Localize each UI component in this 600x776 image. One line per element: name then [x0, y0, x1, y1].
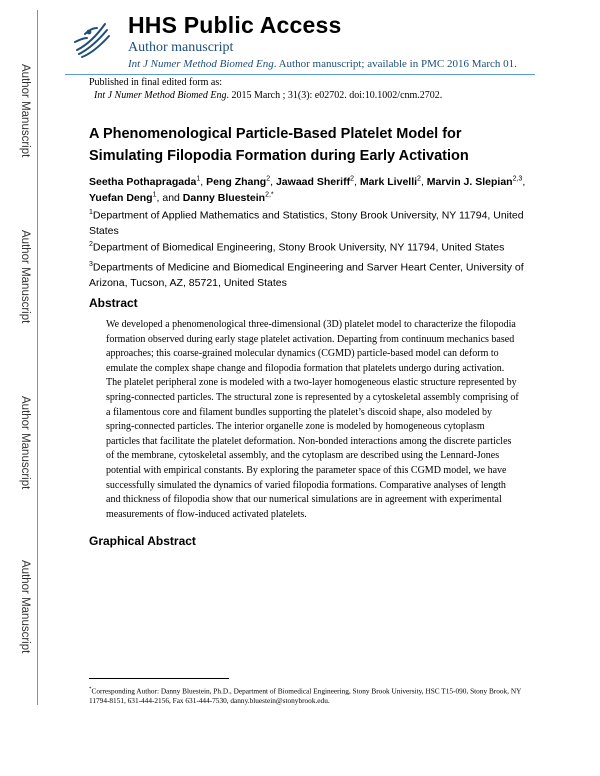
author: [183, 192, 274, 204]
affiliation-text: Departments of Medicine and Biomedical Engineering and Sarver Heart Center, University of Arizona, Tucson, AZ, 85721, United States: [89, 261, 524, 289]
author-sep: ,: [522, 175, 526, 188]
author-sep: , and: [156, 192, 183, 204]
author-sep: ,: [420, 175, 427, 188]
author-name: Yuefan Deng: [89, 192, 153, 204]
author: [206, 176, 276, 188]
citation-journal: Int J Numer Method Biomed Eng: [94, 90, 227, 101]
hhs-eagle-logo-icon: [65, 12, 117, 64]
author-manuscript-sidebar: [0, 0, 70, 776]
author: [427, 176, 525, 188]
author-affil-sup: 2: [350, 175, 354, 182]
paper-title: [89, 123, 559, 167]
corresponding-author-footnote: [89, 685, 529, 706]
author-name: Seetha Pothapragada: [89, 175, 197, 188]
hhs-public-access-title: HHS Public Access: [128, 12, 342, 38]
affiliation-sup: 2: [89, 241, 93, 248]
journal-availability: [128, 58, 517, 70]
journal-name: Int J Numer Method Biomed Eng: [128, 58, 274, 70]
affiliation: [89, 237, 529, 256]
graphical-abstract-heading: Graphical Abstract: [89, 534, 196, 548]
citation-line: [94, 90, 442, 101]
sidebar-label: Author Manuscript: [19, 560, 31, 654]
affiliation-text: Department of Applied Mathematics and Statistics, Stony Brook University, NY 11794, United States: [89, 209, 524, 237]
author-name: Danny Bluestein: [182, 192, 266, 204]
header-divider: [65, 74, 535, 75]
citation-details: . 2015 March ; 31(3): e02702. doi:10.1002/cnm.2702.: [226, 90, 443, 101]
footnote-text: Corresponding Author: Danny Bluestein, Ph.D., Department of Biomedical Engineering, Stony Brook University, HSC T15-090, Stony Brook, NY 11794-8151, 631-444-2156, Fax 631-444-7530, danny.bluestein@stonybrook.edu.: [89, 686, 522, 706]
author-affil-sup: 2,*: [265, 191, 274, 199]
footnote-divider: [89, 678, 229, 679]
author: [276, 176, 360, 188]
affiliation-sup: 3: [89, 261, 93, 268]
author-list: [89, 172, 559, 205]
affiliation-text: Department of Biomedical Engineering, Stony Brook University, NY 11794, United States: [92, 241, 505, 254]
author-sep: ,: [354, 175, 360, 188]
affiliation: [89, 205, 529, 239]
author-affil-sup: 2,3: [512, 175, 523, 182]
sidebar-divider: [37, 10, 38, 705]
availability-text: . Author manuscript; available in PMC 2016 March 01.: [273, 58, 517, 70]
author-name: Marvin J. Slepian: [426, 175, 513, 188]
author-sep: ,: [200, 175, 207, 188]
affiliation: [89, 257, 529, 291]
author-affil-sup: 2: [266, 175, 271, 182]
published-in-label: Published in final edited form as:: [89, 77, 223, 88]
author: [89, 192, 183, 204]
footnote-marker: *: [89, 687, 92, 692]
author: [360, 176, 427, 188]
author-name: Peng Zhang: [206, 175, 267, 188]
author-sep: ,: [270, 175, 276, 188]
affiliation-sup: 1: [89, 209, 93, 216]
author: [89, 176, 206, 188]
author-affil-sup: 1: [152, 191, 157, 199]
author-affil-sup: 2: [417, 175, 421, 182]
abstract-heading: Abstract: [89, 296, 138, 310]
title-line: Simulating Filopodia Formation during Early Activation: [89, 148, 469, 164]
sidebar-label: Author Manuscript: [19, 396, 31, 490]
title-line: A Phenomenological Particle-Based Platelet Model for: [89, 126, 462, 142]
author-affil-sup: 1: [196, 175, 201, 182]
author-name: Mark Livelli: [359, 175, 418, 188]
author-name: Jawaad Sheriff: [275, 175, 351, 188]
author-manuscript-subtitle: Author manuscript: [128, 40, 234, 55]
sidebar-label: Author Manuscript: [19, 64, 31, 158]
sidebar-label: Author Manuscript: [19, 230, 31, 324]
abstract-body: We developed a phenomenological three-dimensional (3D) platelet model to characterize the filopodia formation observed during early stage platelet activation. Departing from continuum mechanics based approaches; this coarse-grained molecular dynamics (CGMD) particle-based model can deform to emulate the complex shape change and filopodia formation that platelets undergo during activation. The platelet peripheral zone is modeled with a two-layer homogeneous elastic structure represented by spring-connected particles. The structural zone is represented by a cytoskeletal assembly comprising of a filamentous core and filament bundles supporting the platelet’s discoid shape, also modeled by spring-connected particles. The interior organelle zone is modeled by homogeneous cytoplasm particles that facilitate the platelet deformation. Non-bonded interactions among the discrete particles of the membrane, cytoskeletal assembly, and the cytoplasm are described using the Lennard-Jones potential with empirical constants. By exploring the parameter space of this CGMD model, we have successfully simulated the dynamics of varied filopodia formations. Comparative analyses of length and thickness of filopodia show that our numerical simulations are in agreement with experimental measurements of flow-induced activated platelets.: [106, 319, 519, 520]
